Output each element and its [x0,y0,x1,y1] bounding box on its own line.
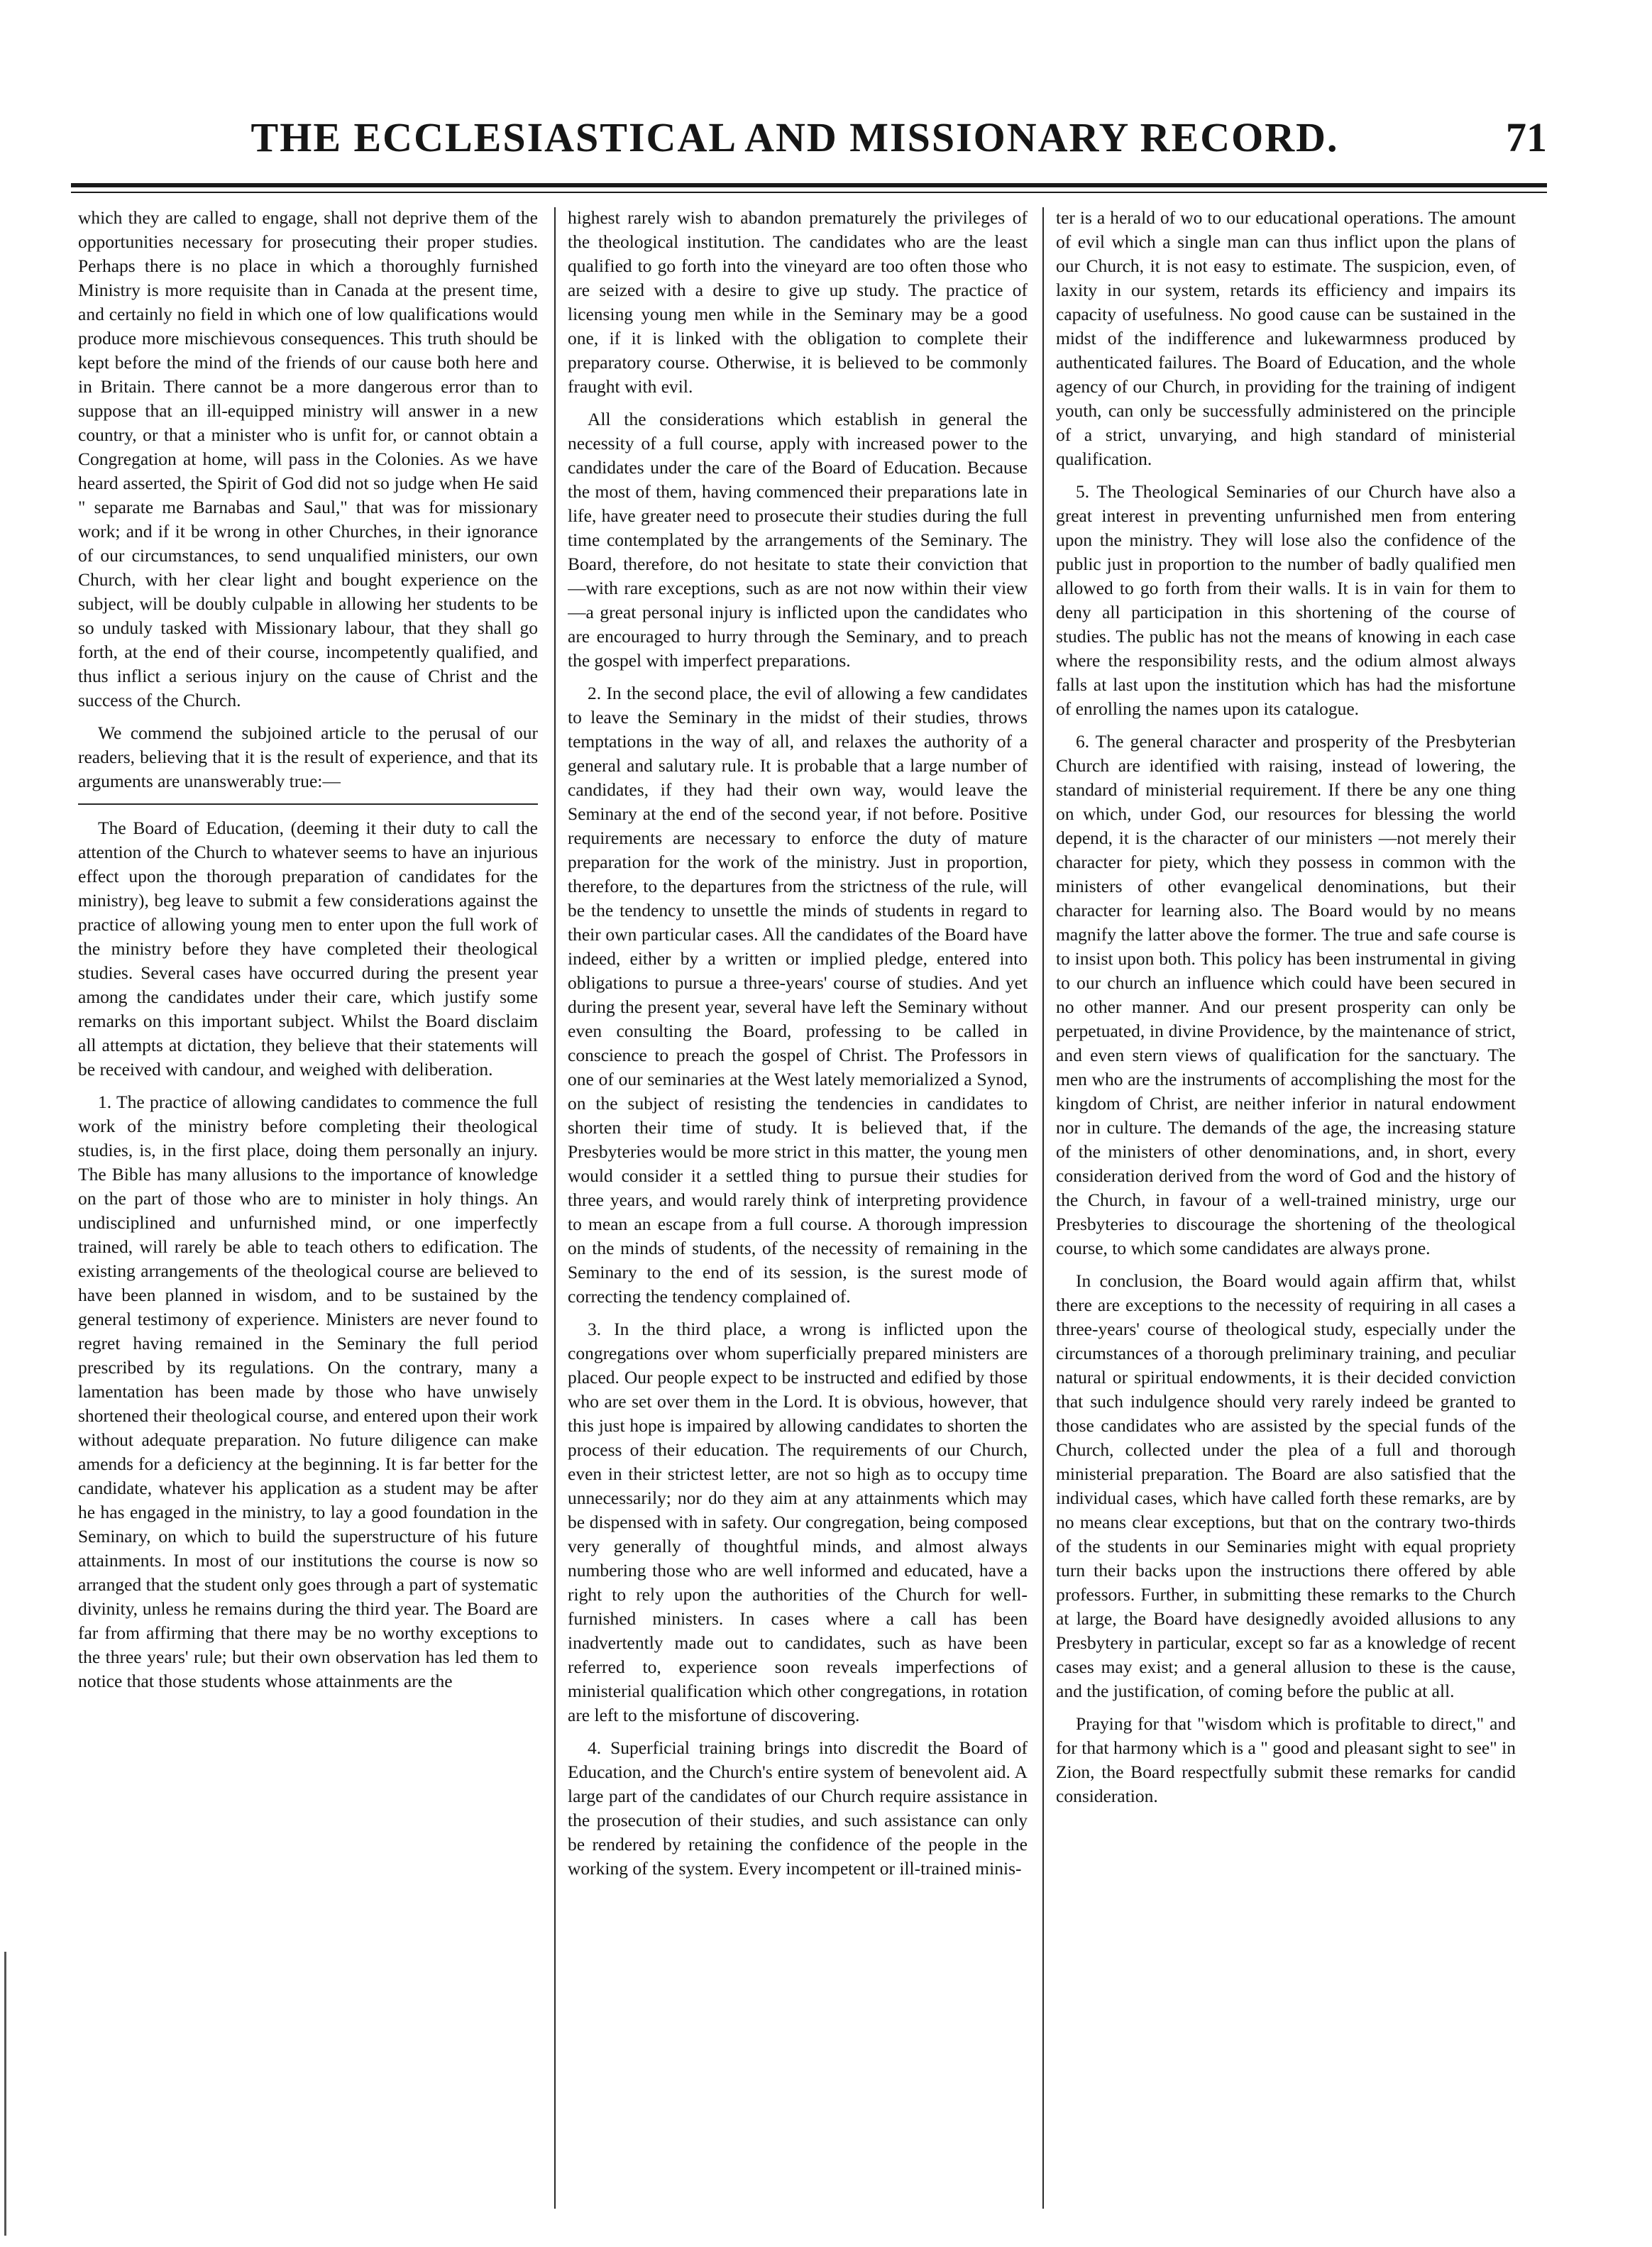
paragraph: highest rarely wish to abandon prematurely the privileges of the theological institution. The candidates who are the least qualified to go forth into the vineyard are too often those who are seized with a desire to give up study. The practice of licensing young men while in the Seminary may be a good one, if it is linked with the obligation to complete their preparatory course. Otherwise, it is believed to be commonly fraught with evil. [568,207,1028,397]
text-column-3 [1056,206,1516,2214]
paragraph: 5. The Theological Seminaries of our Church have also a great interest in preventing unfurnished men from entering upon the ministry. They will lose also the confidence of the public just in proportion to the number of badly qualified men allowed to go forth from their walls. It is in vain for them to deny all participation in this shortening of the course of studies. The public has not the means of knowing in each case where the responsibility rests, and the odium almost always falls at last upon the institution which has had the misfortune of enrolling the names upon its catalogue. [1056,481,1516,719]
paragraph: 1. The practice of allowing candidates to commence the full work of the ministry before completing their theological studies, is, in the first place, doing them personally an injury. The Bible has many allusions to the importance of knowledge on the part of those who are to minister in holy things. An undisciplined and unfurnished mind, or one imperfectly trained, will rarely be able to teach others to edification. The existing arrangements of the theological course are believed to have been planned in wisdom, and to be sustained by the general testimony of experience. Ministers are never found to regret having remained in the Seminary the full period prescribed by its regulations. On the contrary, many a lamentation has been made by those who have unwisely shortened their theological course, and entered upon their work without adequate preparation. No future diligence can make amends for a deficiency at the beginning. It is far better for the candidate, whatever his application as a student may be after he has engaged in the ministry, to lay a good foundation in the Seminary, on which to build the superstructure of his future attainments. In most of our institutions the course is now so arranged that the student only goes through a part of systematic divinity, unless he remains during the third year. The Board are far from affirming that there may be no worthy exceptions to the three years' rule; but their own observation has led them to notice that those students whose attainments are the [78,1092,538,1691]
paragraph: All the considerations which establish in general the necessity of a full course, apply with increased power to the candidates under the care of the Board of Education. Because the most of them, having commenced their preparations late in life, have greater need to prosecute their studies during the full time contemplated by the arrangements of the Seminary. The Board, therefore, do not hesitate to state their conviction that —with rare exceptions, such as are not now within their view—a great personal injury is inflicted upon the candidates who are encouraged to hurry through the Seminary, and to preach the gospel with imperfect preparations. [568,409,1028,671]
paragraph: which they are called to engage, shall not deprive them of the opportunities necessary for prosecuting their proper studies. Perhaps there is no place in which a thoroughly furnished Ministry is more requisite than in Canada at the present time, and certainly no field in which one of low qualifications would produce more mischievous consequences. This truth should be kept before the mind of the friends of our cause both here and in Britain. There cannot be a more dangerous error than to suppose that an ill-equipped ministry will answer in a new country, or that a minister who is unfit for, or cannot obtain a Congregation at home, will pass in the Colonies. As we have heard asserted, the Spirit of God did not so judge when He said " separate me Barnabas and Saul," that was for missionary work; and if it be wrong in other Churches, in their ignorance of our circumstances, to send unqualified ministers, our own Church, with her clear light and bought experience on the subject, will be doubly culpable in allowing her students to be so unduly tasked with Missionary labour, that they shall go forth, at the end of their course, incompetently qualified, and thus inflict a serious injury on the cause of Christ and the success of the Church. [78,207,538,710]
paragraph: We commend the subjoined article to the perusal of our readers, believing that it is the result of experience, and that its arguments are unanswerably true:— [78,723,538,791]
paragraph: Praying for that "wisdom which is profitable to direct," and for that harmony which is a " good and pleasant sight to see" in Zion, the Board respectfully submit these remarks for candid consideration. [1056,1713,1516,1806]
paragraph: The Board of Education, (deeming it their duty to call the attention of the Church to whatever seems to have an injurious effect upon the thorough preparation of candidates for the ministry), beg leave to submit a few considerations against the practice of allowing young men to enter upon the full work of the ministry before they have completed their theological studies. Several cases have occurred during the present year among the candidates under their care, which justify some remarks on this important subject. Whilst the Board disclaim all attempts at dictation, they believe that their statements will be received with candour, and weighed with deliberation. [78,818,538,1079]
column-divider-1 [554,207,556,2209]
header-rule-thin [71,192,1547,193]
paragraph: 6. The general character and prosperity of the Presbyterian Church are identified with raising, instead of lowering, the standard of ministerial requirement. If there be any one thing on which, under God, our resources for blessing the world depend, it is the character of our ministers —not merely their character for piety, which they possess in common with the ministers of other evangelical denominations, but their character for learning also. The Board would by no means magnify the latter above the former. The true and safe course is to insist upon both. This policy has been instrumental in giving to our church an influence which could have been secured in no other manner. And our present prosperity can only be perpetuated, in divine Providence, by the maintenance of strict, and even stern views of qualification for the sanctuary. The men who are the instruments of accomplishing the most for the kingdom of Christ, are neither inferior in natural endowment nor in culture. The demands of the age, the increasing stature of the ministers of other denominations, and, in short, every consideration derived from the word of God and the history of the Church, in favour of a well-trained ministry, urge our Presbyteries to discourage the shortening of the theological course, to which some candidates are always prone. [1056,731,1516,1258]
page-number: 71 [1506,114,1547,160]
paragraph: 4. Superficial training brings into discredit the Board of Education, and the Church's entire system of benevolent aid. A large part of the candidates of our Church require assistance in the prosecution of their studies, and such assistance can only be rendered by retaining the confidence of the people in the working of the system. Every incompetent or ill-trained minis- [568,1737,1028,1879]
page-title: THE ECCLESIASTICAL AND MISSIONARY RECORD. [250,114,1339,160]
text-column-1 [78,206,538,2214]
page-header [71,108,1547,186]
header-rule-thick [71,183,1547,187]
paragraph: ter is a herald of wo to our educational operations. The amount of evil which a single man can thus inflict upon the plans of our Church, it is not easy to estimate. The suspicion, even, of laxity in our system, retards its efficiency and impairs its capacity of usefulness. No good cause can be sustained in the midst of the indifference and lukewarmness produced by authenticated failures. The Board of Education, and the whole agency of our Church, in providing for the training of indigent youth, can only be successfully administered on the principle of a strict, unvarying, and high standard of ministerial qualification. [1056,207,1516,469]
paragraph: In conclusion, the Board would again affirm that, whilst there are exceptions to the necessity of requiring in all cases a three-years' course of theological study, especially under the circumstances of a thorough preliminary training, and peculiar natural or spiritual endowments, it is their decided conviction that such indulgence should very rarely indeed be granted to those candidates who are assisted by the special funds of the Church, collected under the plea of a full and thorough ministerial preparation. The Board are also satisfied that the individual cases, which have called forth these remarks, are by no means clear exceptions, but that on the contrary two-thirds of the students in our Seminaries might with equal propriety turn their backs upon the instructions there offered by able professors. Further, in submitting these remarks to the Church at large, the Board have designedly avoided allusions to any Presbytery in particular, except so far as a knowledge of recent cases may exist; and a general allusion to these is the cause, and the justification, of coming before the public at all. [1056,1270,1516,1701]
text-column-2 [568,206,1028,2214]
paragraph: 3. In the third place, a wrong is inflicted upon the congregations over whom superficially prepared ministers are placed. Our people expect to be instructed and edified by those who are set over them in the Lord. It is obvious, however, that this just hope is impaired by allowing candidates to shorten the process of their education. The requirements of our Church, even in their strictest letter, are not so high as to occupy time unnecessarily; nor do they aim at any attainments which may be dispensed with in safety. Our congregation, being composed very generally of thoughtful minds, and almost always numbering those who are well informed and educated, have a right to rely upon the authorities of the Church for well-furnished ministers. In cases where a call has been inadvertently made out to candidates, such as have been referred to, experience soon reveals imperfections of ministerial qualification which other congregations, in rotation are left to the misfortune of discovering. [568,1319,1028,1725]
scan-edge-mark [4,1952,6,2236]
column-divider-2 [1042,207,1044,2209]
paragraph: 2. In the second place, the evil of allowing a few candidates to leave the Seminary in the midst of their studies, throws temptations in the way of all, and relaxes the authority of a general and salutary rule. It is probable that a large number of candidates, if they had their own way, would leave the Seminary at the end of the second year, if not before. Positive requirements are necessary to enforce the duty of mature preparation for the work of the ministry. Just in proportion, therefore, to the departures from the strictness of the rule, will be the tendency to unsettle the minds of students in regard to their own particular cases. All the candidates of the Board have indeed, either by a written or implied pledge, entered into obligations to pursue a three-years' course of studies. And yet during the present year, several have left the Seminary without even consulting the Board, professing to be called in conscience to preach the gospel of Christ. The Professors in one of our seminaries at the West lately memorialized a Synod, on the subject of resisting the tendencies in candidates to shorten their time of study. It is believed that, if the Presbyteries would be more strict in this matter, the young men would consider it a settled thing to pursue their studies for three years, and would rarely think of interpreting providence to mean an escape from a full course. A thorough impression on the minds of students, of the necessity of remaining in the Seminary to the end of its session, is the surest mode of correcting the tendency complained of. [568,683,1028,1307]
section-divider [78,803,538,805]
